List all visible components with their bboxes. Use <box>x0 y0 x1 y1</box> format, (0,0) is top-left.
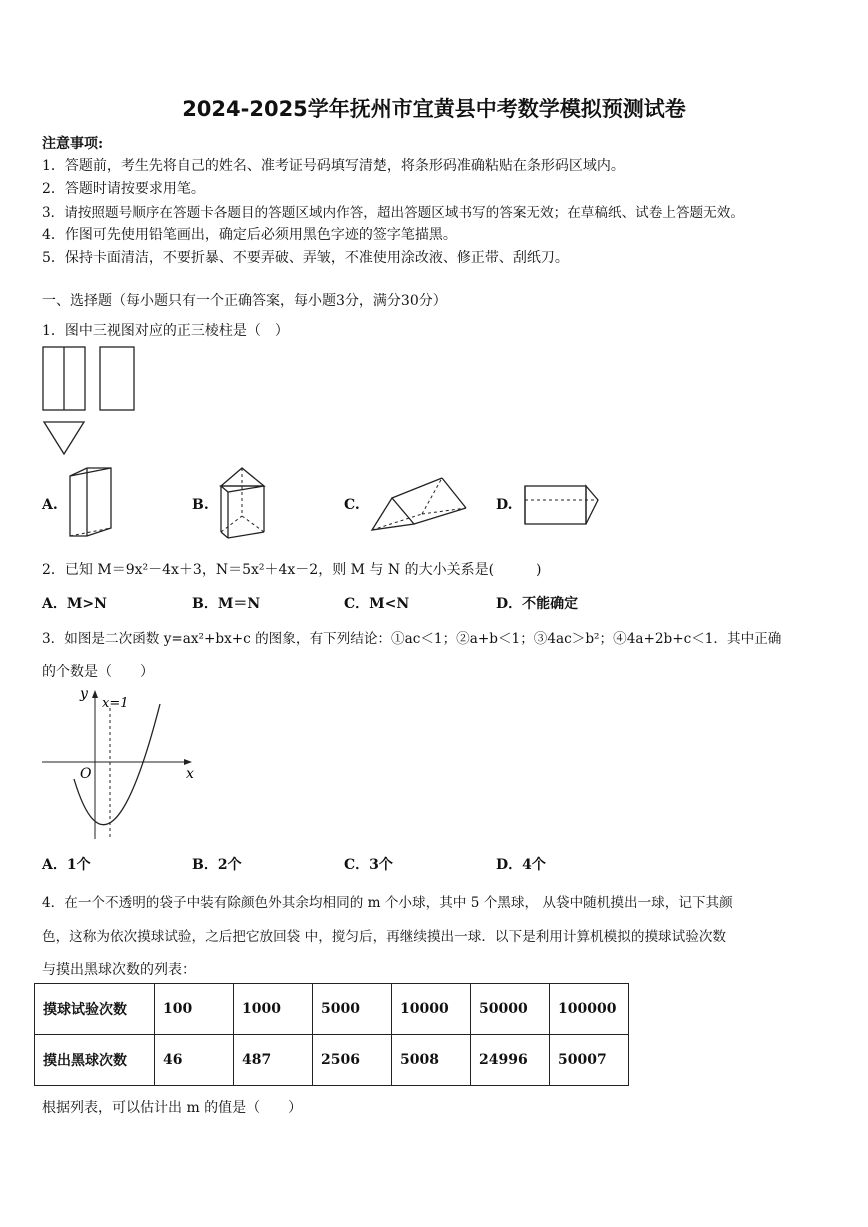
question-4-stem: 4．在一个不透明的袋子中装有除颜色外其余均相同的 m 个小球，其中 5 个黑球， 从袋中随机摸出一球，记下其颜 <box>42 895 733 911</box>
question-3-stem-cont: 的个数是（ ） <box>42 664 154 680</box>
option-text: 不能确定 <box>522 596 579 612</box>
table-cell: 100000 <box>550 984 629 1035</box>
table-cell: 50007 <box>550 1035 629 1086</box>
q2-option-b[interactable] <box>192 593 260 613</box>
q2-option-c[interactable] <box>344 593 409 613</box>
table-cell: 摸球试验次数 <box>35 984 155 1035</box>
x-axis-label: x <box>186 766 194 782</box>
question-4-prompt: 根据列表，可以估计出 m 的值是（ ） <box>42 1100 303 1116</box>
q1-option-c[interactable]: C. <box>344 497 360 513</box>
q3-option-c[interactable] <box>344 854 393 874</box>
option-text: 2个 <box>217 857 242 873</box>
notice-item: 5．保持卡面清洁，不要折暴、不要弄破、弄皱，不准使用涂改液、修正带、刮纸刀。 <box>42 250 569 266</box>
option-text: 1个 <box>66 857 91 873</box>
q3-option-b[interactable] <box>192 854 242 874</box>
origin-label: O <box>80 766 92 782</box>
option-text: M＝N <box>217 596 261 612</box>
prism-option-a <box>65 466 115 541</box>
q1-option-a[interactable]: A. <box>42 497 58 513</box>
option-letter: D． <box>496 596 523 612</box>
option-letter: B． <box>192 596 218 612</box>
option-letter: D． <box>496 857 523 873</box>
q1-option-b[interactable]: B. <box>192 497 209 513</box>
symmetry-axis-label: x=1 <box>102 696 129 711</box>
question-3-stem: 3．如图是二次函数 y=ax²+bx+c 的图象，有下列结论：①ac＜1；②a+b＜1；③4ac＞b²；④4a+2b+c＜1．其中正确 <box>42 631 782 647</box>
notice-item: 3．请按照题号顺序在答题卡各题目的答题区域内作答，超出答题区域书写的答案无效；在草稿纸、试卷上答题无效。 <box>42 205 744 221</box>
q2-option-a[interactable] <box>42 593 107 613</box>
option-text: M<N <box>369 596 410 612</box>
question-1-stem: 1．图中三视图对应的正三棱柱是（ ） <box>42 323 289 339</box>
table-cell: 2506 <box>313 1035 392 1086</box>
table-cell: 摸出黑球次数 <box>35 1035 155 1086</box>
option-letter: A． <box>42 857 67 873</box>
question-4-stem-cont: 与摸出黑球次数的列表： <box>42 962 196 978</box>
table-row <box>35 984 629 1035</box>
question-4-stem-cont: 色，这称为依次摸球试验，之后把它放回袋 中，搅匀后，再继续摸出一球．以下是利用计算机模拟的摸球试验次数 <box>42 929 727 945</box>
option-letter: C． <box>344 857 370 873</box>
table-cell: 10000 <box>392 984 471 1035</box>
notice-item: 4．作图可先使用铅笔画出，确定后必须用黑色字迹的签字笔描黑。 <box>42 227 457 243</box>
table-cell: 24996 <box>471 1035 550 1086</box>
table-cell: 1000 <box>234 984 313 1035</box>
table-row <box>35 1035 629 1086</box>
page-title: 2024-2025学年抚州市宜黄县中考数学模拟预测试卷 <box>182 97 686 121</box>
question-2-stem: 2．已知 M＝9x²－4x＋3，N＝5x²＋4x－2，则 M 与 N 的大小关系是( ) <box>42 562 542 578</box>
option-letter: A． <box>42 596 67 612</box>
table-cell: 50000 <box>471 984 550 1035</box>
option-text: M>N <box>66 596 107 612</box>
q1-option-d[interactable]: D. <box>496 497 513 513</box>
option-text: 3个 <box>369 857 393 873</box>
option-letter: C． <box>344 596 370 612</box>
q3-option-a[interactable] <box>42 854 91 874</box>
q2-option-d[interactable] <box>496 593 578 613</box>
table-cell: 5008 <box>392 1035 471 1086</box>
notice-item: 1．答题前，考生先将自己的姓名、准考证号码填写清楚，将条形码准确粘贴在条形码区域内。 <box>42 158 625 174</box>
q3-option-d[interactable] <box>496 854 546 874</box>
table-cell: 100 <box>155 984 234 1035</box>
prism-option-d <box>520 478 602 528</box>
table-cell: 46 <box>155 1035 234 1086</box>
three-view-figure <box>42 346 136 461</box>
y-axis-label: y <box>80 686 88 702</box>
notice-item: 2．答题时请按要求用笔。 <box>42 181 205 197</box>
data-table <box>34 983 629 1086</box>
table-cell: 5000 <box>313 984 392 1035</box>
table-cell: 487 <box>234 1035 313 1086</box>
prism-option-b <box>218 466 268 541</box>
prism-option-c <box>370 474 472 534</box>
option-text: 4个 <box>522 857 546 873</box>
notice-heading: 注意事项: <box>42 136 104 152</box>
parabola-graph <box>40 684 200 844</box>
option-letter: B． <box>192 857 218 873</box>
section-heading: 一、选择题（每小题只有一个正确答案，每小题3分，满分30分） <box>42 293 447 309</box>
